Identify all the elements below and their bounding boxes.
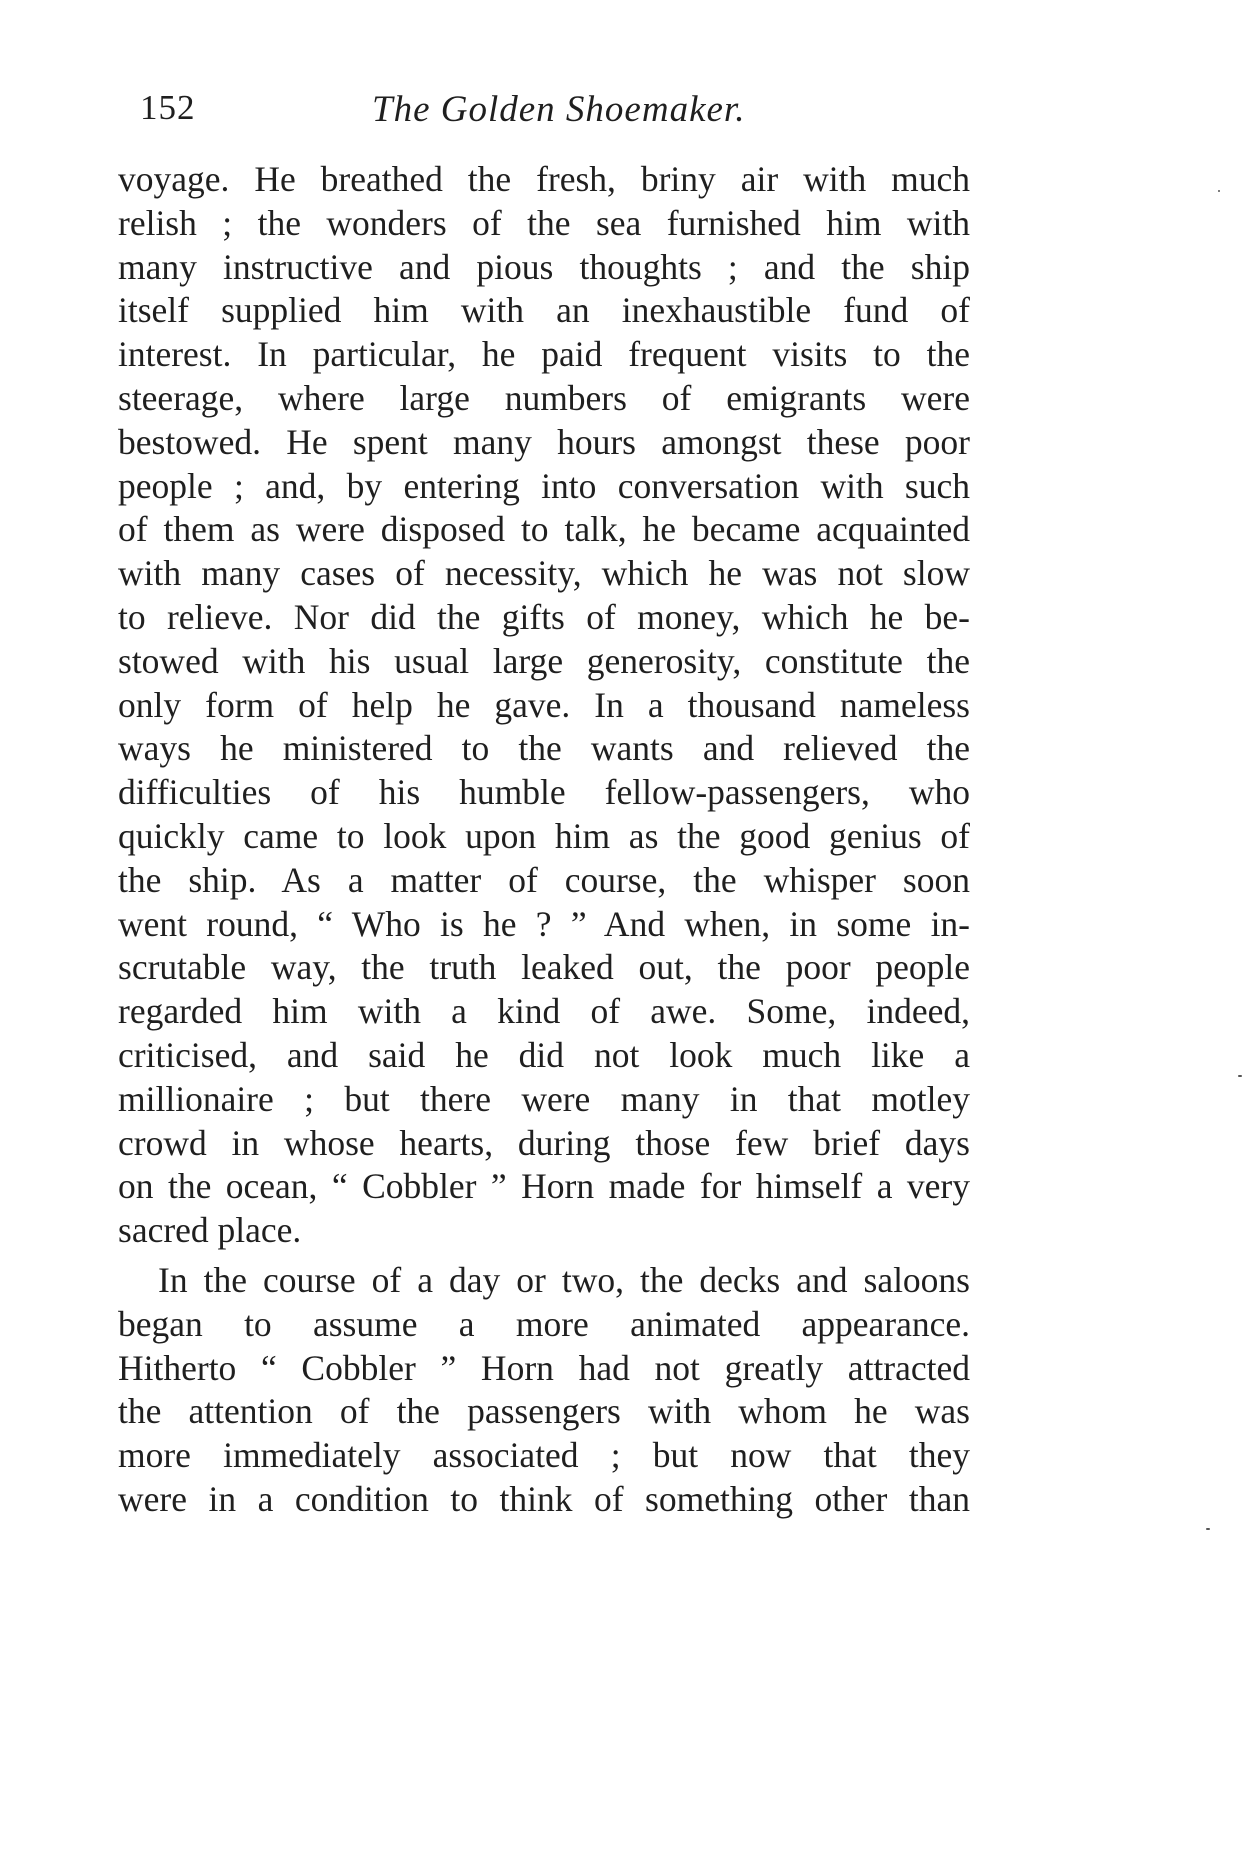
text-line: on the ocean, “ Cobbler ” Horn made for himself a very bbox=[118, 1166, 970, 1207]
text-line: millionaire ; but there were many in that motley bbox=[118, 1078, 970, 1119]
text-line: bestowed. He spent many hours amongst these poor bbox=[118, 421, 970, 462]
paragraph bbox=[118, 1259, 970, 1522]
text-line: more immediately associated ; but now that they bbox=[118, 1435, 970, 1476]
text-line: In the course of a day or two, the decks and saloons bbox=[158, 1259, 970, 1300]
text-line: relish ; the wonders of the sea furnished him with bbox=[118, 202, 970, 243]
text-line: itself supplied him with an inexhaustible fund of bbox=[118, 290, 970, 331]
text-line: to relieve. Nor did the gifts of money, which he be- bbox=[118, 596, 970, 637]
text-line: crowd in whose hearts, during those few brief days bbox=[118, 1122, 970, 1163]
print-speck bbox=[1218, 190, 1220, 192]
text-line: went round, “ Who is he ? ” And when, in some in- bbox=[118, 903, 970, 944]
text-line: many instructive and pious thoughts ; and the ship bbox=[118, 246, 970, 287]
text-line: ways he ministered to the wants and relieved the bbox=[118, 728, 970, 769]
text-line: criticised, and said he did not look much like a bbox=[118, 1034, 970, 1075]
print-speck bbox=[1206, 1528, 1210, 1530]
text-line: with many cases of necessity, which he was not slow bbox=[118, 553, 970, 594]
text-line: of them as were disposed to talk, he became acquainted bbox=[118, 509, 970, 550]
text-line: scrutable way, the truth leaked out, the poor people bbox=[118, 947, 970, 988]
text-line: the ship. As a matter of course, the whisper soon bbox=[118, 859, 970, 900]
body-text bbox=[118, 158, 970, 1522]
paragraph bbox=[118, 158, 970, 1253]
text-line: voyage. He breathed the fresh, briny air with much bbox=[118, 159, 970, 199]
text-line: Hitherto “ Cobbler ” Horn had not greatly attracted bbox=[118, 1347, 970, 1388]
text-line: were in a condition to think of something other than bbox=[118, 1478, 970, 1519]
text-line: the attention of the passengers with whom he was bbox=[118, 1391, 970, 1432]
text-line: began to assume a more animated appearance. bbox=[118, 1303, 970, 1344]
text-line: regarded him with a kind of awe. Some, indeed, bbox=[118, 991, 970, 1032]
text-line: only form of help he gave. In a thousand nameless bbox=[118, 684, 970, 725]
text-line: people ; and, by entering into conversation with such bbox=[118, 465, 970, 506]
page-header bbox=[140, 88, 940, 148]
text-line: steerage, where large numbers of emigrants were bbox=[118, 377, 970, 418]
text-line: stowed with his usual large generosity, constitute the bbox=[118, 640, 970, 681]
print-speck bbox=[1238, 1075, 1242, 1077]
text-line: interest. In particular, he paid frequent visits to the bbox=[118, 334, 970, 375]
page-number: 152 bbox=[140, 88, 196, 127]
text-line: quickly came to look upon him as the good genius of bbox=[118, 815, 970, 856]
text-line: difficulties of his humble fellow-passengers, who bbox=[118, 772, 970, 813]
text-line: sacred place. bbox=[118, 1210, 302, 1251]
running-title: The Golden Shoemaker. bbox=[372, 89, 746, 130]
